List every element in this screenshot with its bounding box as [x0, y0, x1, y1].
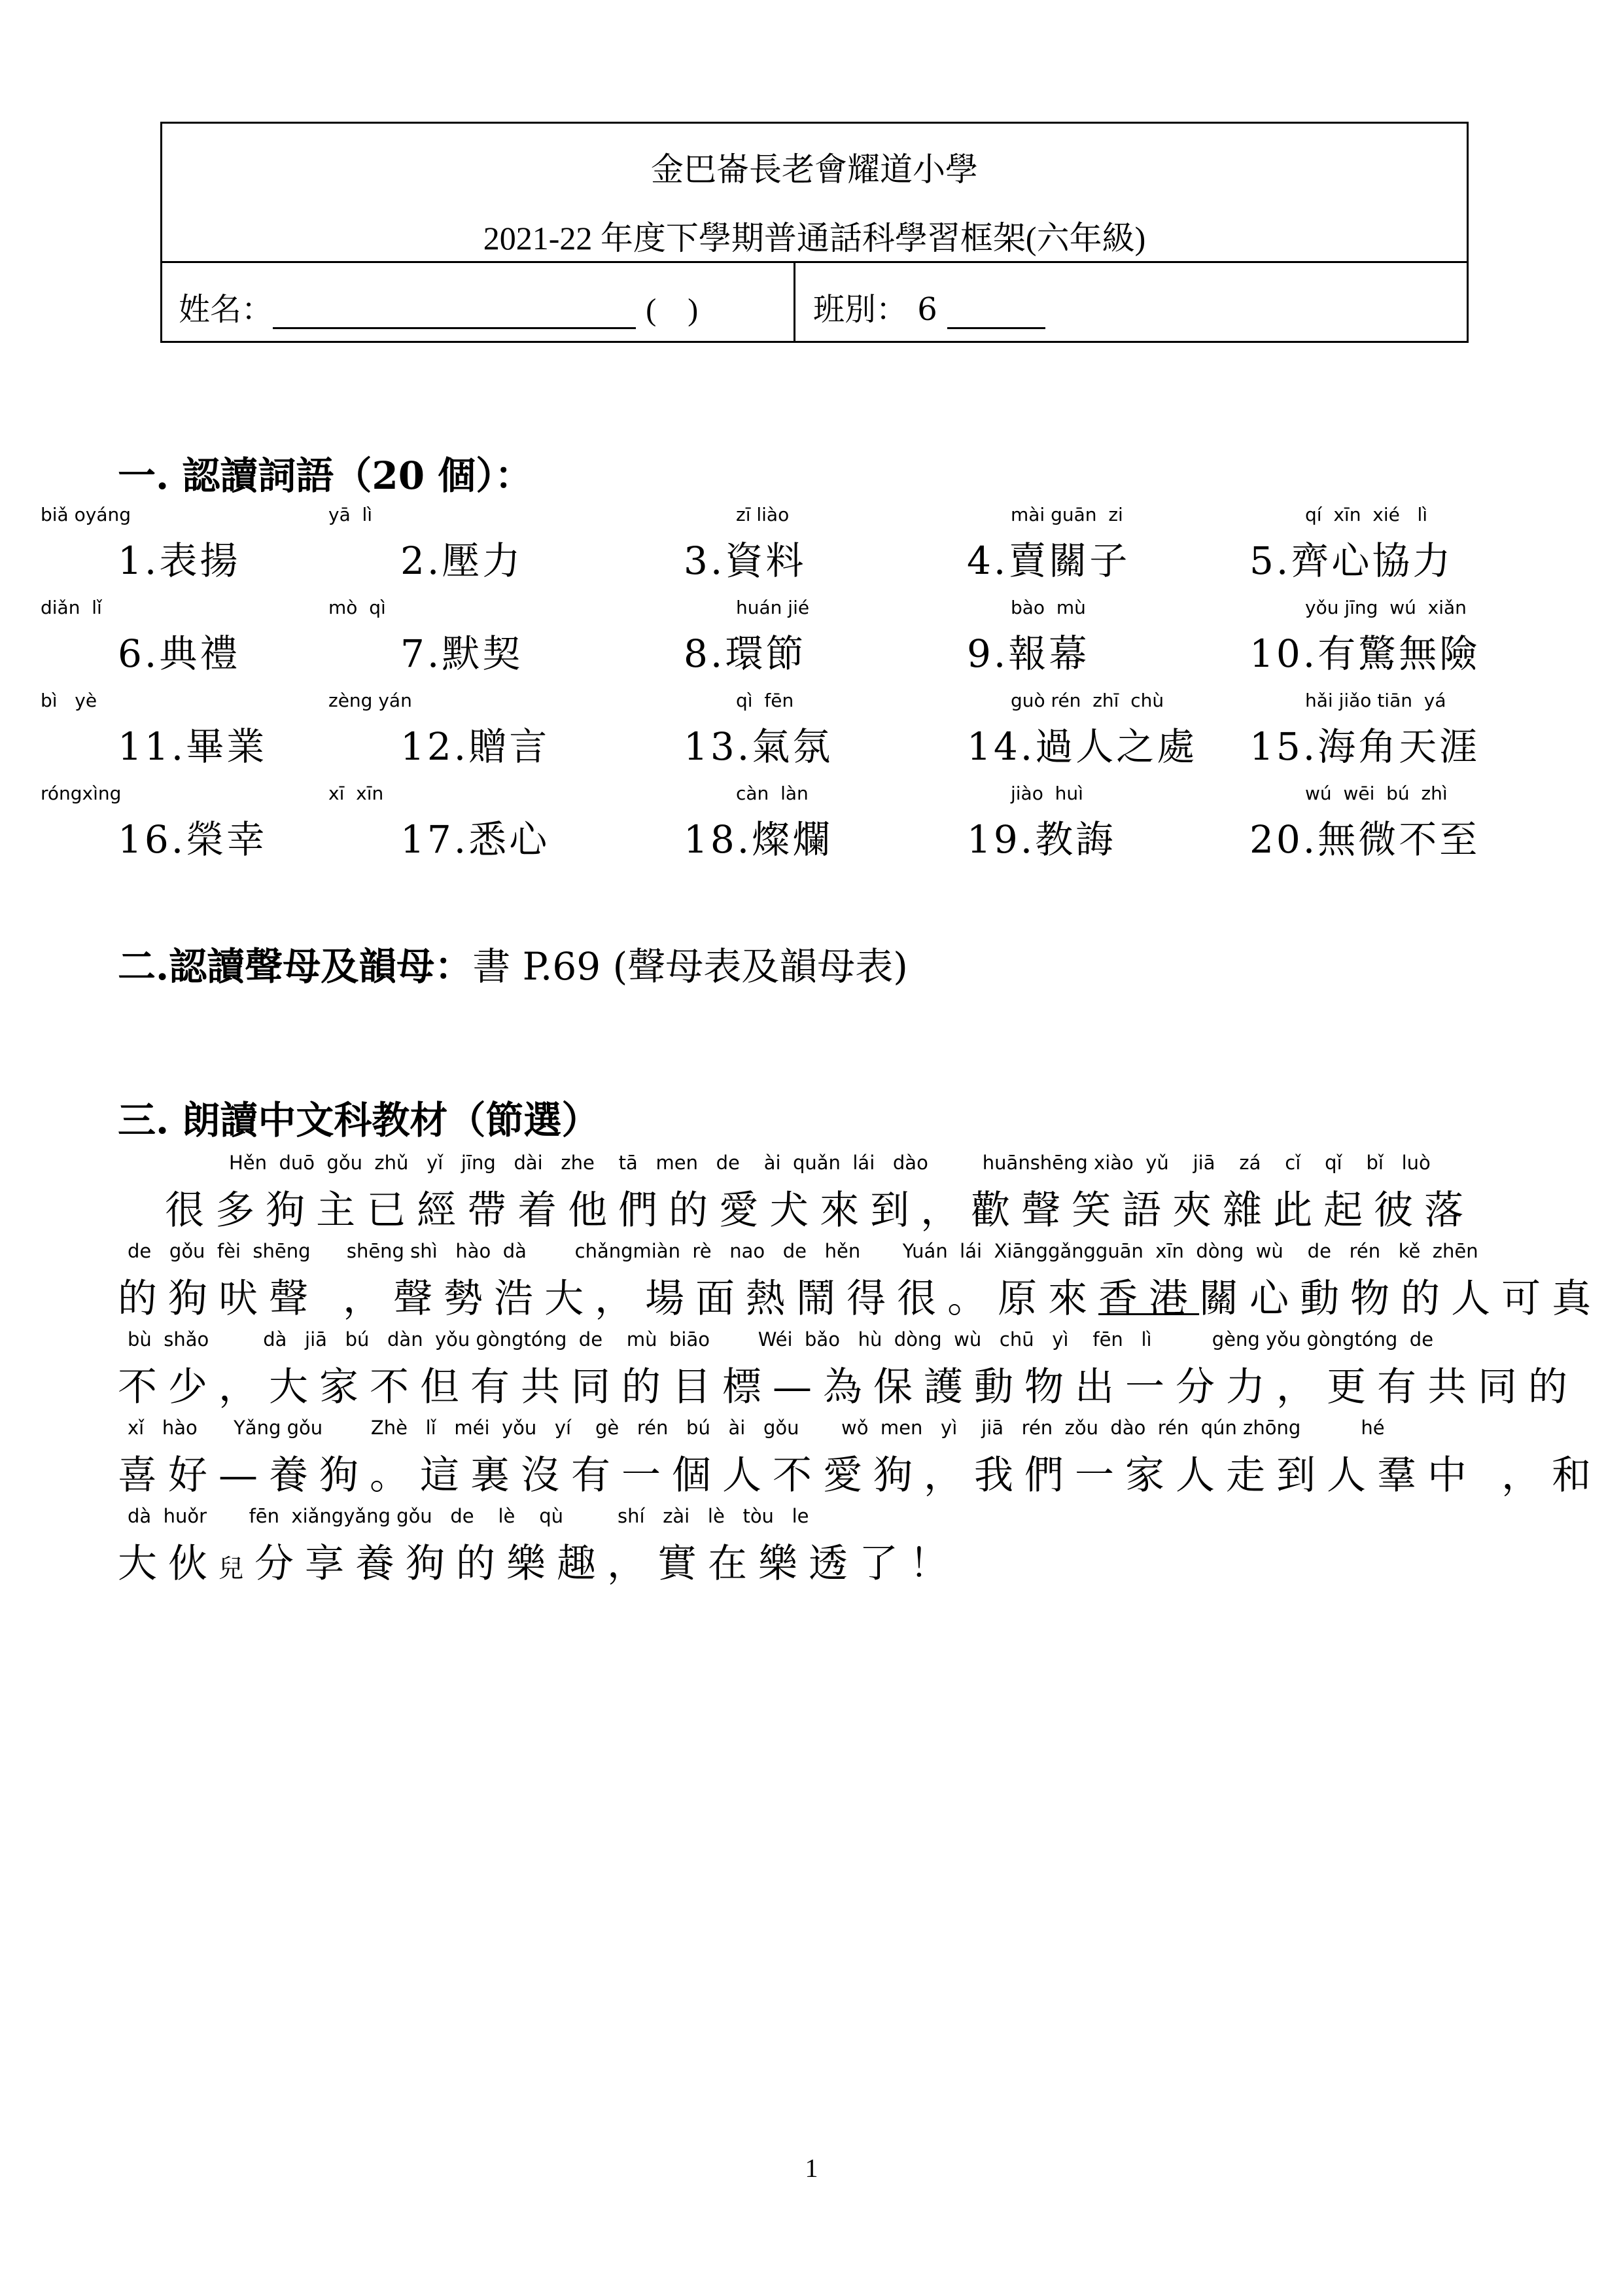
vocab-item: [684, 783, 965, 861]
vocab-pinyin: yǒu jīng wú xiǎn: [1305, 597, 1467, 618]
reading-pinyin: xǐ hào Yǎng gǒu Zhè lǐ méi yǒu yí gè rén bú ài gǒu wǒ men yì jiā rén zǒu dào rén qún zhōng hé: [128, 1417, 1385, 1439]
section2-title: [118, 936, 908, 991]
vocab-pinyin: biǎ oyáng: [41, 504, 131, 525]
school-name: 金巴崙長老會耀道小學: [651, 150, 978, 188]
vocab-pinyin: zī liào: [736, 504, 790, 525]
vocab-pinyin: bào mù: [1011, 597, 1086, 618]
reading-line-2: [118, 1240, 1603, 1328]
page-number: 1: [805, 2153, 818, 2183]
vocab-item: [967, 597, 1248, 675]
underlined-place-name: 香港: [1098, 1276, 1200, 1322]
section2-reference: 書 P.69 (聲母表及韻母表): [472, 944, 908, 989]
vocab-word: 12.贈言: [400, 724, 550, 769]
vocab-item: [1249, 690, 1531, 768]
vocab-item: [967, 783, 1248, 861]
vocab-item: [328, 783, 682, 862]
vocab-word: 20.無微不至: [1249, 817, 1480, 862]
reading-line-1: [118, 1152, 1518, 1239]
vocab-word: 7.默契: [400, 631, 523, 676]
class-field[interactable]: [813, 284, 1045, 329]
vocab-item: [684, 690, 965, 768]
header-divider-vertical: [794, 261, 795, 343]
reading-text-content: 很多狗主已經帶着他們的愛犬來到，歡聲笑語夾雜此起彼落: [165, 1188, 1475, 1233]
name-blank[interactable]: [273, 296, 636, 329]
class-number-paren: ( ): [646, 292, 699, 327]
vocab-word: 18.燦爛: [684, 817, 833, 862]
vocab-item: [684, 597, 965, 675]
indent: [118, 1188, 165, 1233]
vocab-word: 6.典禮: [118, 631, 241, 676]
reading-text-content: 關心動物的人可真: [1199, 1276, 1603, 1322]
vocab-word: 15.海角天涯: [1249, 724, 1480, 769]
vocab-word: 10.有驚無險: [1249, 631, 1480, 676]
vocab-word: 14.過人之處: [967, 724, 1198, 769]
vocab-item: [967, 504, 1248, 582]
erhua-suffix: 兒: [218, 1554, 255, 1583]
vocab-word: 1.表揚: [118, 539, 241, 583]
vocab-pinyin: bì yè: [41, 690, 97, 711]
vocab-pinyin: mài guān zi: [1011, 504, 1123, 525]
vocab-word: 13.氣氛: [684, 724, 833, 769]
header-divider-horizontal: [162, 261, 1467, 263]
vocab-word: 4.賣關子: [967, 539, 1130, 583]
vocab-pinyin: yā lì: [328, 504, 373, 525]
reading-text: 喜好—養狗。這裏沒有一個人不愛狗，我們一家人走到人羣中 ，和: [118, 1453, 1603, 1498]
reading-text: [118, 1179, 1475, 1235]
vocab-word: 17.悉心: [400, 817, 550, 862]
vocab-word: 8.環節: [684, 631, 807, 676]
vocab-pinyin: qì fēn: [736, 690, 794, 711]
vocab-item: [328, 690, 682, 769]
vocab-item: [684, 504, 965, 582]
reading-pinyin: bù shǎo dà jiā bú dàn yǒu gòngtóng de mù biāo Wéi bǎo hù dòng wù chū yì fēn lì gèng yǒu gòngtóng de: [128, 1328, 1434, 1351]
reading-text-content: 的狗吠聲 ，聲勢浩大，場面熱鬧得很。原來: [118, 1276, 1099, 1322]
reading-line-3: [118, 1328, 1579, 1416]
reading-text: [118, 1267, 1602, 1324]
class-blank[interactable]: [947, 296, 1045, 329]
vocab-word: 2.壓力: [400, 539, 523, 583]
vocab-pinyin: jiào huì: [1011, 783, 1083, 804]
reading-pinyin: dà huǒr fēn xiǎngyǎng gǒu de lè qù shí zài lè tòu le: [128, 1505, 809, 1527]
vocab-word: 5.齊心協力: [1249, 539, 1454, 583]
vocab-item: [1249, 597, 1531, 675]
reading-text: [118, 1532, 960, 1589]
vocab-pinyin: wú wēi bú zhì: [1305, 783, 1448, 804]
vocab-word: 19.教誨: [967, 817, 1117, 862]
vocab-word: 3.資料: [684, 539, 807, 583]
reading-text-content: 分享養狗的樂趣，實在樂透了！: [254, 1541, 960, 1587]
vocab-pinyin: xī xīn: [328, 783, 384, 804]
vocab-item: [967, 690, 1248, 768]
reading-pinyin: Hěn duō gǒu zhǔ yǐ jīng dài zhe tā men de ài quǎn lái dào huānshēng xiào yǔ jiā zá cǐ qǐ bǐ luò: [229, 1152, 1431, 1174]
vocab-word: 9.報幕: [967, 631, 1090, 676]
reading-text: 不少，大家不但有共同的目標—為保護動物出一分力，更有共同的: [118, 1364, 1579, 1410]
reading-text-content: 大伙: [118, 1541, 218, 1587]
reading-line-4: [118, 1417, 1603, 1504]
vocab-word: 16.榮幸: [118, 817, 268, 862]
vocab-item: [328, 504, 682, 583]
section2-heading: 二.認讀聲母及韻母：: [118, 944, 473, 989]
vocab-pinyin: guò rén zhī chù: [1011, 690, 1164, 711]
vocab-pinyin: càn làn: [736, 783, 809, 804]
vocab-pinyin: róngxìng: [41, 783, 122, 804]
header-box: [160, 122, 1469, 343]
vocab-pinyin: qí xīn xié lì: [1305, 504, 1428, 525]
reading-line-5: [118, 1505, 1518, 1593]
framework-title: 2021-22 年度下學期普通話科學習框架(六年級): [483, 220, 1146, 256]
class-label: 班別： 6: [813, 291, 937, 328]
vocab-word: 11.畢業: [118, 724, 268, 769]
vocab-item: [1249, 783, 1531, 861]
section1-title: 一. 認讀詞語（20 個）：: [118, 453, 533, 498]
vocab-pinyin: diǎn lǐ: [41, 597, 102, 618]
name-label: 姓名：: [179, 291, 273, 328]
vocab-pinyin: mò qì: [328, 597, 386, 618]
section3-title: 三. 朗讀中文科教材（節選）: [118, 1098, 600, 1142]
reading-pinyin: de gǒu fèi shēng shēng shì hào dà chǎngmiàn rè nao de hěn Yuán lái Xiānggǎngguān xīn dòng wù de rén kě zhēn: [128, 1240, 1478, 1262]
vocab-pinyin: zèng yán: [328, 690, 412, 711]
vocab-pinyin: hǎi jiǎo tiān yá: [1305, 690, 1446, 711]
vocab-pinyin: huán jié: [736, 597, 810, 618]
name-field[interactable]: [179, 284, 698, 329]
vocab-item: [1249, 504, 1531, 582]
vocab-item: [328, 597, 682, 676]
